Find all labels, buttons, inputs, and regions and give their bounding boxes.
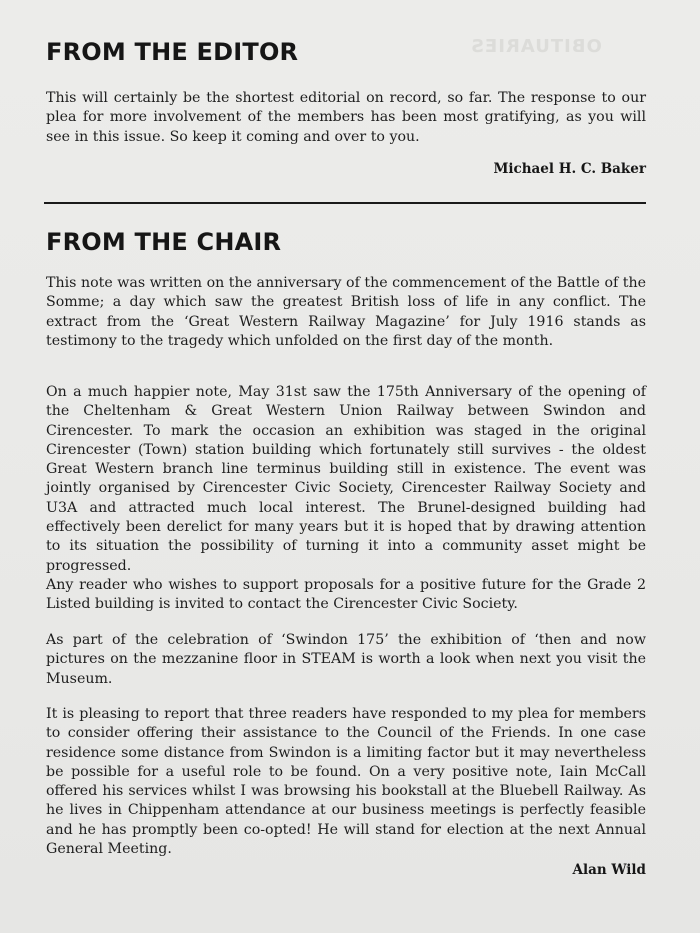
chair-paragraph-3: Any reader who wishes to support proposals for a positive future for the Grade 2 Listed building is invited to contact the Cirencester Civic Society. <box>46 577 646 613</box>
editor-heading: FROM THE EDITOR <box>46 38 299 66</box>
chair-signature: Alan Wild <box>572 862 646 878</box>
chair-heading: FROM THE CHAIR <box>46 228 282 256</box>
editor-signature: Michael H. C. Baker <box>493 161 646 177</box>
section-divider <box>44 202 646 204</box>
chair-paragraph-5: It is pleasing to report that three readers have responded to my plea for members to consider offering their assistance to the Council of the Friends. In one case residence some distance from Swindon is a limiting factor but it may nevertheless be possible for a useful role to be found. On a very positive note, Iain McCall offered his services whilst I was browsing his bookstall at the Bluebell Railway. As he lives in Chippenham attendance at our business meetings is perfectly feasible and he has promptly been co-opted! He will stand for election at the next Annual General Meeting. <box>46 706 646 858</box>
show-through-text: OBITUARIES <box>470 36 602 57</box>
chair-paragraph-4: As part of the celebration of ‘Swindon 175’ the exhibition of ‘then and now pictures on the mezzanine floor in STEAM is worth a look when next you visit the Museum. <box>46 632 646 687</box>
chair-paragraph-1: This note was written on the anniversary of the commencement of the Battle of the Somme; a day which saw the greatest British loss of life in any conflict. The extract from the ‘Great Western Railway Magazine’ for July 1916 stands as testimony to the tragedy which unfolded on the first day of the month. <box>46 275 646 349</box>
editor-body: This will certainly be the shortest editorial on record, so far. The response to our plea for more involvement of the members has been most gratifying, as you will see in this issue. So keep it coming and over to you. <box>46 90 646 145</box>
chair-paragraph-2: On a much happier note, May 31st saw the 175th Anniversary of the opening of the Cheltenham & Great Western Union Railway between Swindon and Cirencester. To mark the occasion an exhibition was staged in the original Cirencester (Town) station building which fortunately still survives - the oldest Great Western branch line terminus building still in existence. The event was jointly organised by Cirencester Civic Society, Cirencester Railway Society and U3A and attracted much local interest. The Brunel-designed building had effectively been derelict for many years but it is hoped that by drawing attention to its situation the possibility of turning it into a community asset might be progressed. <box>46 384 646 574</box>
